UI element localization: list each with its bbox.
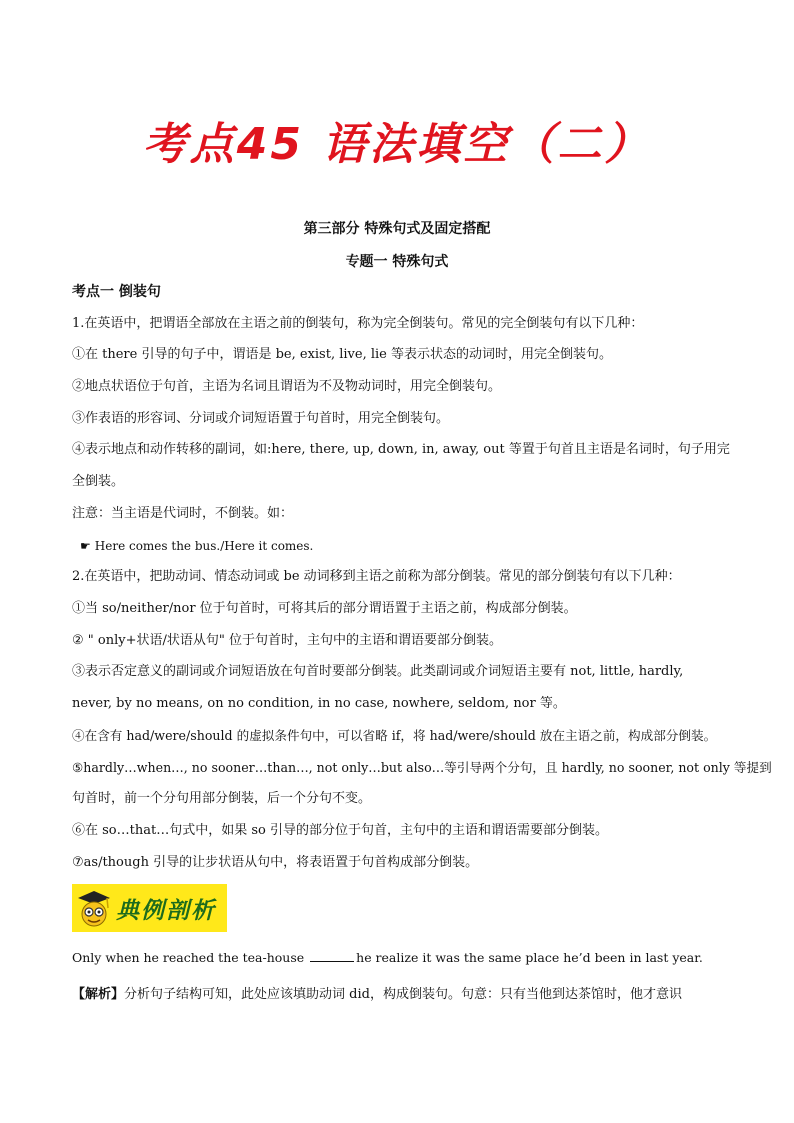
analysis-text: 分析句子结构可知，此处应该填助动词 did，构成倒装句。句意：只有当他到达茶馆时，他才意识: [124, 987, 682, 1002]
paragraph-line: ①当 so/neither/nor 位于句首时，可将其后的部分谓语置于主语之前，构成部分倒装。: [72, 601, 577, 616]
paragraph-line: ②地点状语位于句首，主语为名词且谓语为不及物动词时，用完全倒装句。: [72, 379, 502, 394]
paragraph-line: 句首时，前一个分句用部分倒装，后一个分句不变。: [72, 791, 372, 806]
banner-label: 典例剖析: [116, 898, 216, 924]
paragraph-line: ①在 there 引导的句子中，谓语是 be, exist, live, lie 等表示状态的动词时，用完全倒装句。: [72, 347, 612, 362]
paragraph-line: never, by no means, on no condition, in no case, nowhere, seldom, nor 等。: [72, 696, 566, 711]
paragraph-line: ⑤hardly…when…, no sooner…than…, not only…but also…等引导两个分句，且 hardly, no sooner, not only 等提到: [72, 760, 772, 775]
example-analysis-banner: [72, 884, 227, 932]
example-line: [80, 537, 740, 555]
topic-heading: 专题一 特殊句式: [345, 254, 449, 270]
analysis-tag: 【解析】: [72, 987, 125, 1002]
question-text-before: Only when he reached the tea-house: [72, 950, 309, 965]
paragraph-line: ③作表语的形容词、分词或介词短语置于句首时，用完全倒装句。: [72, 411, 450, 426]
note-line: 注意：当主语是代词时，不倒装。如：: [72, 506, 294, 521]
paragraph-line: ③表示否定意义的副词或介词短语放在句首时要部分倒装。此类副词或介词短语主要有 not, little, hardly,: [72, 664, 684, 679]
part-heading: 第三部分 特殊句式及固定搭配: [303, 221, 491, 237]
paragraph-line: 全倒装。: [72, 474, 125, 489]
paragraph-line: ④在含有 had/were/should 的虚拟条件句中，可以省略 if，将 had/were/should 放在主语之前，构成部分倒装。: [72, 728, 717, 743]
paragraph-line: ⑦as/though 引导的让步状语从句中，将表语置于句首构成部分倒装。: [72, 855, 479, 870]
analysis-line: [72, 986, 732, 1004]
example-sentence: Here comes the bus./Here it comes.: [94, 539, 314, 553]
question-text-after: he realize it was the same place he’d been in last year.: [356, 950, 703, 965]
answer-blank: [310, 949, 354, 962]
section-heading: 考点一 倒装句: [72, 284, 161, 300]
paragraph-line: 2.在英语中，把助动词、情态动词或 be 动词移到主语之前称为部分倒装。常见的部分倒装句有以下几种：: [72, 569, 681, 584]
paragraph-line: ④表示地点和动作转移的副词，如:here, there, up, down, in, away, out 等置于句首且主语是名词时，句子用完: [72, 442, 730, 457]
paragraph-line: 1.在英语中，把谓语全部放在主语之前的倒装句，称为完全倒装句。常见的完全倒装句有以下几种：: [72, 316, 644, 331]
paragraph-line: ⑥在 so…that…句式中，如果 so 引导的部分位于句首，主句中的主语和谓语需要部分倒装。: [72, 823, 608, 838]
paragraph-line: ② " only+状语/状语从句" 位于句首时，主句中的主语和谓语要部分倒装。: [72, 633, 502, 648]
page-title: 考点45 语法填空（二）: [142, 119, 652, 170]
graduate-mascot-icon: [74, 888, 114, 930]
example-question: [72, 949, 732, 967]
pointing-hand-icon: ☛: [80, 539, 91, 553]
